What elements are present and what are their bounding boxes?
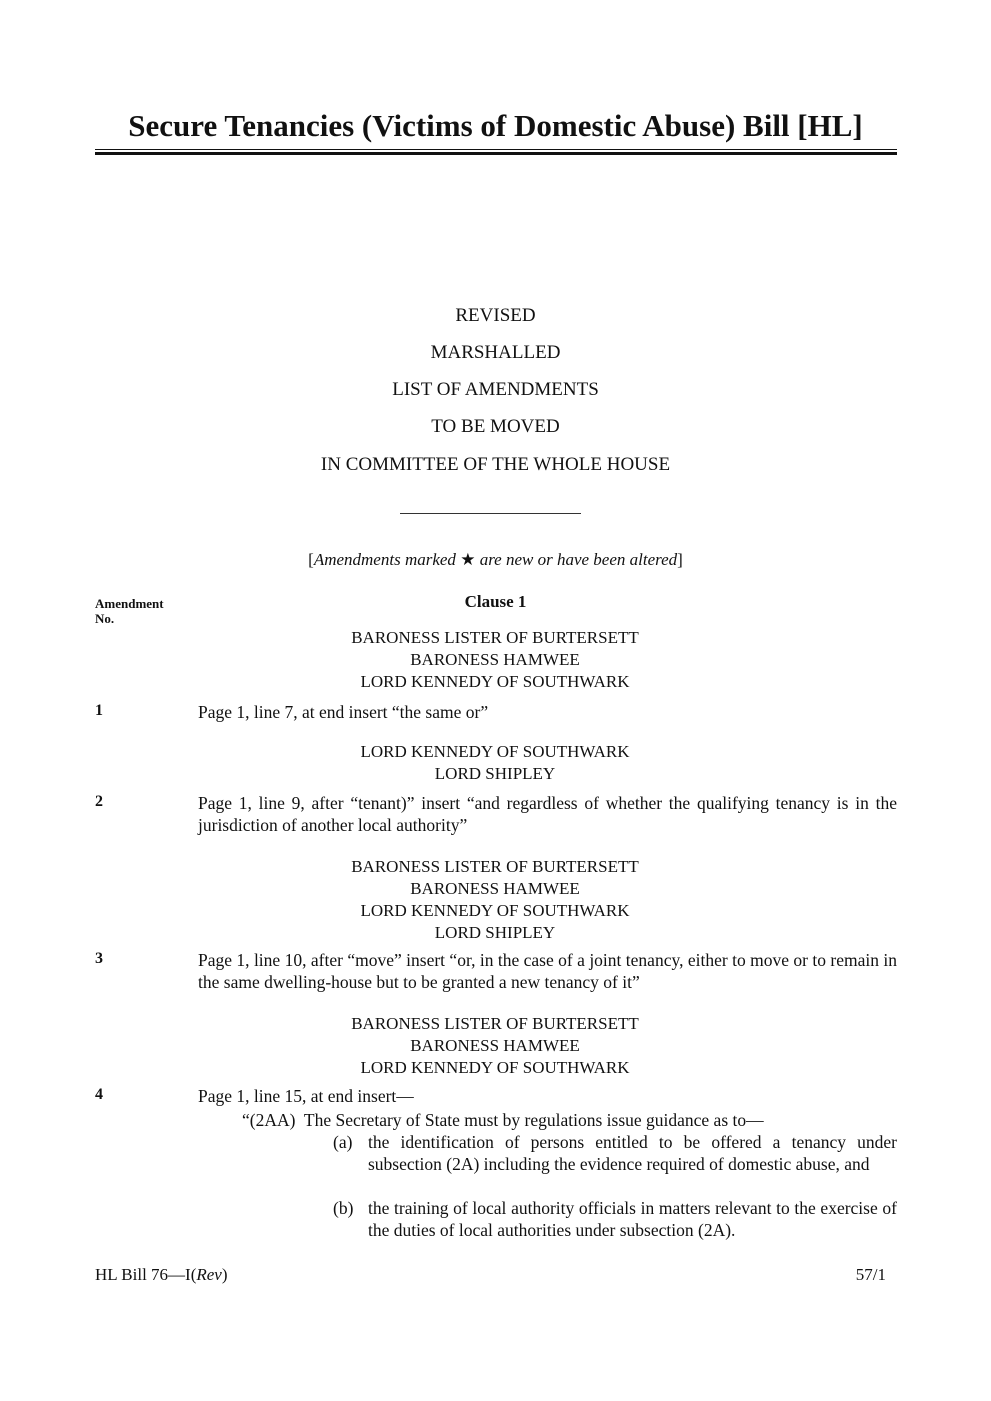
star-icon: ★ xyxy=(460,550,476,569)
rev-text: Rev xyxy=(196,1265,222,1284)
amendment-text: Page 1, line 9, after “tenant)” insert “and regardless of whether the qualifying tenancy is in the jurisdiction of another local authority” xyxy=(198,793,897,835)
amendment-number: 1 xyxy=(95,702,103,719)
amendment-number: 4 xyxy=(95,1086,103,1103)
heading-line: IN COMMITTEE OF THE WHOLE HOUSE xyxy=(320,454,671,475)
bill-ref-text: HL Bill 76—I( xyxy=(95,1265,197,1284)
bill-ref-close: ) xyxy=(221,1265,228,1284)
inserted-subsection: “(2AA) The Secretary of State must by regulations issue guidance as to— xyxy=(242,1110,764,1130)
amendment-text: Page 1, line 10, after “move” insert “or, in the case of a joint tenancy, either to move or to remain in the same dwelling-house but to be granted a new tenancy of it” xyxy=(198,950,897,992)
bracket: [ xyxy=(308,550,314,569)
paragraph-text: the training of local authority officials in matters relevant to the exercise of the duties of local authorities under subsection (2A). xyxy=(368,1198,897,1240)
paragraph-a xyxy=(333,1131,897,1175)
sponsor-names xyxy=(198,741,792,785)
bill-reference xyxy=(95,1265,228,1285)
sponsor: LORD SHIPLEY xyxy=(434,923,556,942)
amendment-no-label: Amendment No. xyxy=(95,596,164,626)
amendment-text: Page 1, line 15, at end insert— xyxy=(198,1086,414,1106)
sponsor-names xyxy=(198,627,792,693)
paragraph-b xyxy=(333,1197,897,1241)
heading-line: REVISED xyxy=(455,305,536,326)
bill-title: Secure Tenancies (Victims of Domestic Abuse) Bill [HL] xyxy=(128,108,863,143)
bracket: ] xyxy=(677,550,683,569)
paragraph-text: the identification of persons entitled to be offered a tenancy under subsection (2A) including the evidence required of domestic abuse, and xyxy=(368,1132,897,1174)
note-text: Amendments marked xyxy=(313,550,456,569)
sponsor-names xyxy=(198,856,792,944)
amendment-text: Page 1, line 7, at end insert “the same or” xyxy=(198,702,489,722)
title-rule-thick xyxy=(95,152,897,155)
sponsor: BARONESS LISTER OF BURTERSETT xyxy=(351,628,639,647)
title-rule-thin xyxy=(95,149,897,150)
sponsor: LORD KENNEDY OF SOUTHWARK xyxy=(360,901,630,920)
amendment-number: 2 xyxy=(95,793,103,810)
sponsor: BARONESS HAMWEE xyxy=(410,650,580,669)
amendment-number: 3 xyxy=(95,950,103,967)
sponsor: LORD KENNEDY OF SOUTHWARK xyxy=(360,1058,630,1077)
heading-line: MARSHALLED xyxy=(430,342,561,363)
sponsor-names xyxy=(198,1013,792,1079)
paragraph-label: (a) xyxy=(333,1132,353,1152)
page-reference: 57/1 xyxy=(855,1265,886,1284)
divider xyxy=(400,513,581,514)
sponsor: LORD SHIPLEY xyxy=(434,764,556,783)
note-text: are new or have been altered xyxy=(479,550,678,569)
clause-heading: Clause 1 xyxy=(464,592,527,611)
paragraph-label: (b) xyxy=(333,1198,354,1218)
amendments-note xyxy=(0,550,991,570)
heading-line: TO BE MOVED xyxy=(431,416,560,437)
heading-line: LIST OF AMENDMENTS xyxy=(392,379,599,400)
sponsor: BARONESS HAMWEE xyxy=(410,1036,580,1055)
sponsor: BARONESS LISTER OF BURTERSETT xyxy=(351,857,639,876)
sponsor: BARONESS HAMWEE xyxy=(410,879,580,898)
sponsor: LORD KENNEDY OF SOUTHWARK xyxy=(360,672,630,691)
sponsor: BARONESS LISTER OF BURTERSETT xyxy=(351,1014,639,1033)
sponsor: LORD KENNEDY OF SOUTHWARK xyxy=(360,742,630,761)
